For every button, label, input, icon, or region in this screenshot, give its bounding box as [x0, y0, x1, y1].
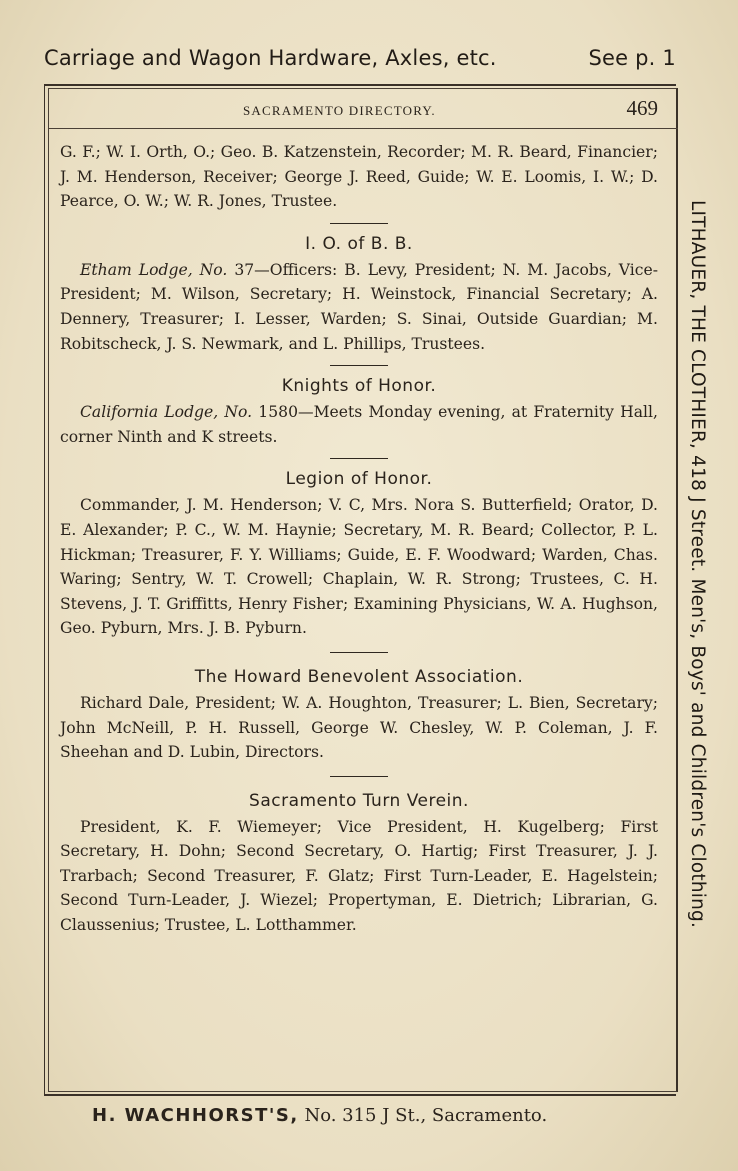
side-advertisement: [682, 196, 706, 966]
page-content: [60, 140, 658, 938]
running-head-title: SACRAMENTO DIRECTORY.: [243, 103, 436, 118]
section-divider: [330, 365, 388, 366]
section-body: President, K. F. Wiemeyer; Vice President, H. Kugelberg; First Secretary, H. Dohn; Second Secretary, O. Hartig; First Treasurer, J. J. Trarbach; Second Treasurer, F. Glatz; First Turn-Leader, E. Hagelstein; Second Turn-Leader, J. Wiezel; Propertyman, E. Dietrich; Librarian, G. Claussenius; Trustee, L. Lotthammer.: [60, 817, 658, 935]
bottom-advertisement: [92, 1105, 652, 1126]
bottom-ad-address: No. 315 J St., Sacramento.: [304, 1105, 548, 1126]
section-divider: [330, 458, 388, 459]
section-body: Commander, J. M. Henderson; V. C, Mrs. Nora S. Butterfield; Orator, D. E. Alexander; P. C., W. M. Haynie; Secretary, M. R. Beard; Collector, P. L. Hickman; Treasurer, F. Y. Williams; Guide, E. F. Woodward; Warden, Chas. Waring; Sentry, W. T. Crowell; Chaplain, W. R. Strong; Trustees, C. H. Stevens, J. T. Griffitts, Henry Fisher; Examining Physicians, W. A. Hughson, Geo. Pyburn, Mrs. J. B. Pyburn.: [60, 496, 658, 638]
section-body: Richard Dale, President; W. A. Houghton, Treasurer; L. Bien, Secretary; John McNeill, P. H. Russell, George W. Chesley, W. P. Coleman, J. F. Sheehan and D. Lubin, Directors.: [60, 693, 658, 762]
section-text: 1580—Meets Monday evening, at Fraternity Hall, corner Ninth and K streets.: [60, 403, 658, 446]
intro-paragraph: G. F.; W. I. Orth, O.; Geo. B. Katzenstein, Recorder; M. R. Beard, Financier; J. M. Henderson, Receiver; George J. Reed, Guide; W. E. Loomis, I. W.; D. Pearce, O. W.; W. R. Jones, Trustee.: [60, 143, 658, 211]
section-heading: Legion of Honor.: [285, 469, 433, 490]
top-ad-page-ref: See p. 1: [588, 46, 676, 70]
page-number: 469: [626, 96, 658, 120]
section-heading: Knights of Honor.: [281, 376, 437, 397]
section-divider: [330, 776, 388, 777]
section-heading: The Howard Benevolent Association.: [194, 666, 524, 687]
top-advertisement: [44, 46, 676, 70]
section-heading: I. O. of B. B.: [305, 233, 413, 254]
running-head: [60, 96, 660, 121]
bottom-ad-firm: H. WACHHORST'S,: [92, 1105, 299, 1126]
section-body: [60, 400, 658, 449]
section-divider: [330, 652, 388, 653]
lodge-name: Etham Lodge, No.: [80, 260, 228, 279]
section-body: [60, 258, 658, 356]
top-ad-text: Carriage and Wagon Hardware, Axles, etc.: [44, 46, 497, 70]
section-heading: Sacramento Turn Verein.: [249, 790, 469, 811]
lodge-name: California Lodge, No.: [80, 403, 253, 422]
header-rule: [48, 128, 678, 129]
section-divider: [330, 223, 388, 224]
section-text: 37—Officers: B. Levy, President; N. M. Jacobs, Vice-President; M. Wilson, Secretary; H. Weinstock, Financial Secretary; A. Dennery, Treasurer; I. Lesser, Warden; S. Sinai, Outside Guardian; M. Robitscheck, J. S. Newmark, and L. Phillips, Trustees.: [60, 260, 658, 353]
side-ad-text: LITHAUER, THE CLOTHIER, 418 J Street. Men's, Boys' and Children's Clothing.: [687, 200, 708, 929]
